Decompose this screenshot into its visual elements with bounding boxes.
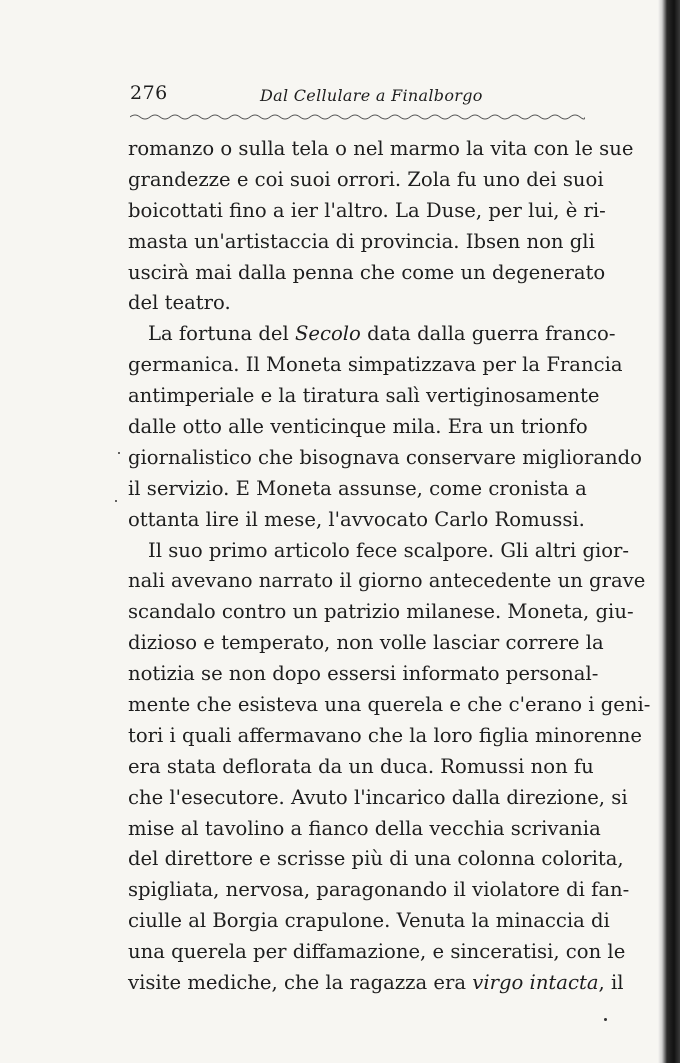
text-line: dalle otto alle venticinque mila. Era un trionfo <box>128 415 588 439</box>
text-line: tori i quali affermavano che la loro figlia minorenne <box>128 723 643 747</box>
ink-speck <box>118 452 120 454</box>
text-line: giornalistico che bisognava conservare migliorando <box>128 445 642 469</box>
text-line: boicottati fino a ier l'altro. La Duse, per lui, è ri- <box>128 198 606 222</box>
text-line: nali avevano narrato il giorno antecedente un grave <box>128 569 646 593</box>
page-number: 276 <box>130 82 168 104</box>
text-line: ciulle al Borgia crapulone. Venuta la minaccia di <box>128 909 610 933</box>
text-line: spigliata, nervosa, paragonando il violatore di fan- <box>128 878 630 902</box>
text-line: scandalo contro un patrizio milanese. Moneta, giu- <box>128 600 634 624</box>
text-line: che l'esecutore. Avuto l'incarico dalla direzione, si <box>128 785 628 809</box>
ink-speck <box>604 1018 607 1021</box>
text-line: del teatro. <box>128 291 231 315</box>
text-line: del direttore e scrisse più di una colonna colorita, <box>128 847 624 871</box>
text-line: mise al tavolino a fianco della vecchia scrivania <box>128 816 601 840</box>
text-line: romanzo o sulla tela o nel marmo la vita con le sue <box>128 137 634 160</box>
text-line: ottanta lire il mese, l'avvocato Carlo Romussi. <box>128 507 585 531</box>
text-line: grandezze e coi suoi orrori. Zola fu uno dei suoi <box>128 167 604 191</box>
text-line: Il suo primo articolo fece scalpore. Gli altri gior- <box>148 538 630 562</box>
page-header <box>128 82 588 112</box>
text-line: mente che esisteva una querela e che c'erano i geni- <box>128 693 651 717</box>
book-spine-shadow <box>658 0 680 1063</box>
ink-speck <box>115 500 117 502</box>
text-line: visite mediche, che la ragazza era virgo intacta, il <box>128 971 624 995</box>
text-line: La fortuna del Secolo data dalla guerra franco- <box>148 322 616 346</box>
header-rule <box>130 113 585 121</box>
text-line: una querela per diffamazione, e sinceratisi, con le <box>128 940 626 964</box>
text-line: notizia se non dopo essersi informato personal- <box>128 662 599 686</box>
text-line: masta un'artistaccia di provincia. Ibsen non gli <box>128 229 595 253</box>
text-line: uscirà mai dalla penna che come un degenerato <box>128 260 606 284</box>
text-line: il servizio. E Moneta assunse, come cronista a <box>128 476 587 500</box>
text-line: dizioso e temperato, non volle lasciar correre la <box>128 631 604 655</box>
text-line: antimperiale e la tiratura salì vertiginosamente <box>128 384 600 408</box>
body-text <box>128 134 651 999</box>
text-line: era stata deflorata da un duca. Romussi non fu <box>128 754 594 778</box>
running-title: Dal Cellulare a Finalborgo <box>260 86 483 105</box>
text-line: germanica. Il Moneta simpatizzava per la Francia <box>128 353 623 377</box>
